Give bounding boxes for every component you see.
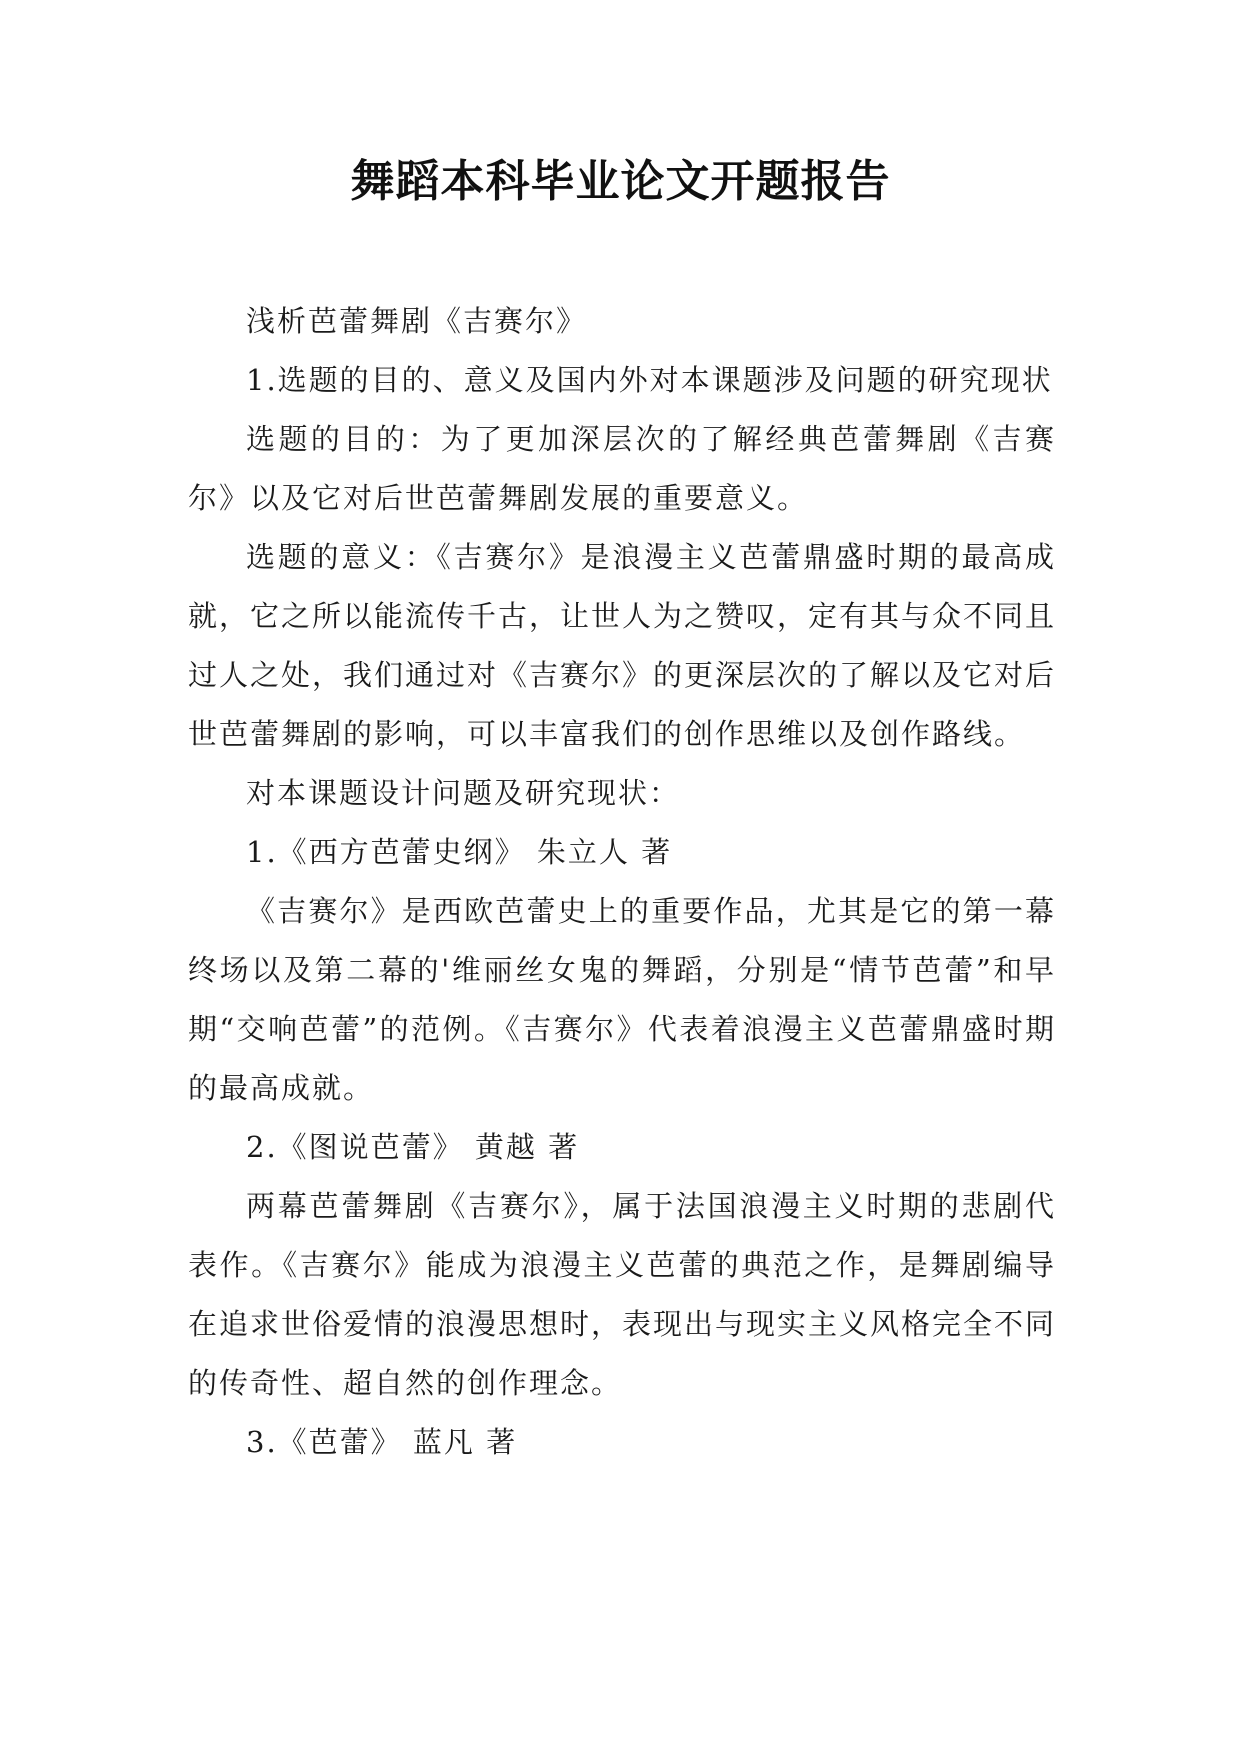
paragraph-significance: 选题的意义：《吉赛尔》是浪漫主义芭蕾鼎盛时期的最高成就，它之所以能流传千古，让世人为之赞叹，定有其与众不同且过人之处，我们通过对《吉赛尔》的更深层次的了解以及它对后世芭蕾舞剧的影响，可以丰富我们的创作思维以及创作路线。: [188, 540, 1057, 751]
paragraph-purpose: 选题的目的：为了更加深层次的了解经典芭蕾舞剧《吉赛尔》以及它对后世芭蕾舞剧发展的重要意义。: [188, 422, 1056, 515]
paragraph-section-heading: 1.选题的目的、意义及国内外对本课题涉及问题的研究现状: [246, 363, 1053, 397]
paragraph-reference-3: 3.《芭蕾》 蓝凡 著: [246, 1425, 518, 1459]
paragraph-reference-1-summary: 《吉赛尔》是西欧芭蕾史上的重要作品，尤其是它的第一幕终场以及第二幕的'维丽丝女鬼的舞蹈，分别是“情节芭蕾”和早期“交响芭蕾”的范例。《吉赛尔》代表着浪漫主义芭蕾鼎盛时期的最高成就。: [188, 894, 1056, 1105]
paragraph-research-status: 对本课题设计问题及研究现状：: [246, 776, 681, 810]
document-body: [188, 292, 1056, 1472]
paragraph-reference-1: 1.《西方芭蕾史纲》 朱立人 著: [246, 835, 673, 869]
paragraph-reference-2: 2.《图说芭蕾》 黄越 著: [246, 1130, 580, 1164]
paragraph-reference-2-summary: 两幕芭蕾舞剧《吉赛尔》，属于法国浪漫主义时期的悲剧代表作。《吉赛尔》能成为浪漫主义芭蕾的典范之作，是舞剧编导在追求世俗爱情的浪漫思想时，表现出与现实主义风格完全不同的传奇性、超自然的创作理念。: [188, 1189, 1057, 1400]
document-title: 舞蹈本科毕业论文开题报告: [350, 156, 891, 207]
paragraph-topic: 浅析芭蕾舞剧《吉赛尔》: [246, 304, 588, 338]
